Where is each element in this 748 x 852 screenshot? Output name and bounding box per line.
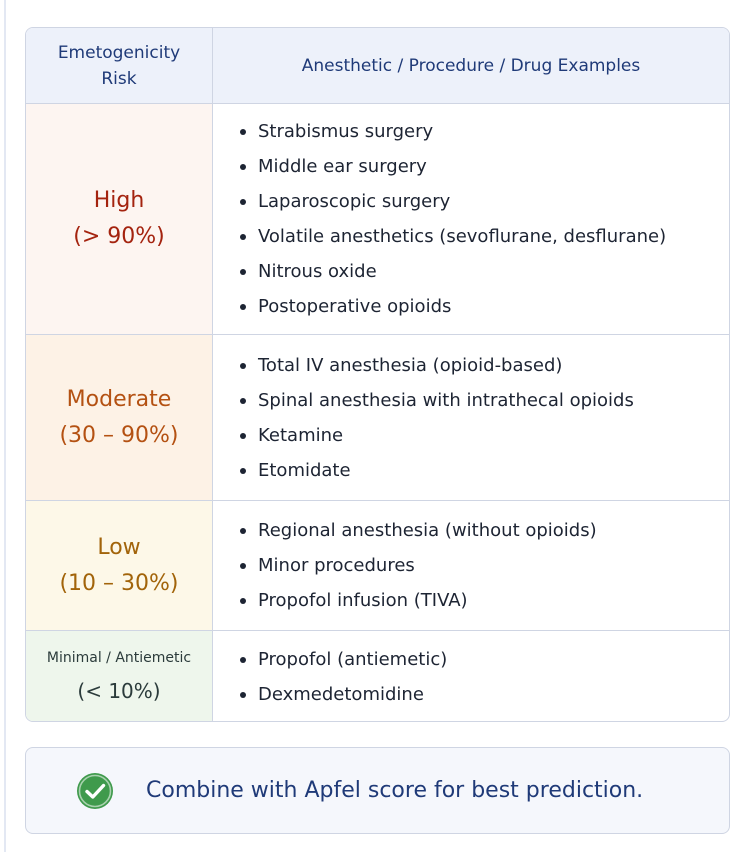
risk-cell-moderate bbox=[26, 335, 213, 500]
risk-cell-minimal bbox=[26, 631, 213, 722]
example-item: Etomidate bbox=[237, 453, 729, 488]
table-row-minimal bbox=[26, 631, 729, 722]
example-item: Volatile anesthetics (sevoflurane, desflurane) bbox=[237, 219, 729, 254]
risk-cell-low bbox=[26, 501, 213, 630]
examples-column-header-label: Anesthetic / Procedure / Drug Examples bbox=[301, 55, 641, 76]
examples-list-low bbox=[237, 513, 729, 618]
example-item: Ketamine bbox=[237, 418, 729, 453]
example-item: Propofol (antiemetic) bbox=[237, 642, 729, 677]
examples-cell-moderate bbox=[213, 335, 729, 500]
risk-range-low: (10 – 30%) bbox=[59, 570, 179, 596]
examples-list-high bbox=[237, 114, 729, 324]
examples-cell-high bbox=[213, 104, 729, 334]
risk-column-header-label: Emetogenicity Risk bbox=[57, 42, 181, 89]
example-item: Total IV anesthesia (opioid-based) bbox=[237, 348, 729, 383]
table-row-low bbox=[26, 501, 729, 631]
check-circle-icon bbox=[76, 772, 114, 810]
examples-cell-low bbox=[213, 501, 729, 630]
risk-cell-high bbox=[26, 104, 213, 334]
risk-column-header bbox=[26, 28, 213, 103]
examples-list-moderate bbox=[237, 348, 729, 488]
example-item: Middle ear surgery bbox=[237, 149, 729, 184]
risk-range-minimal: (< 10%) bbox=[77, 679, 161, 703]
risk-level-moderate: Moderate bbox=[66, 386, 172, 412]
examples-list-minimal bbox=[237, 642, 729, 712]
example-item: Minor procedures bbox=[237, 548, 729, 583]
example-item: Dexmedetomidine bbox=[237, 677, 729, 712]
risk-range-high: (> 90%) bbox=[73, 224, 165, 249]
left-divider bbox=[4, 0, 6, 852]
examples-column-header bbox=[213, 28, 729, 103]
example-item: Regional anesthesia (without opioids) bbox=[237, 513, 729, 548]
tip-text: Combine with Apfel score for best prediction. bbox=[146, 778, 644, 803]
risk-level-minimal: Minimal / Antiemetic bbox=[46, 650, 192, 666]
example-item: Nitrous oxide bbox=[237, 254, 729, 289]
table-header-row bbox=[26, 28, 729, 104]
risk-range-moderate: (30 – 90%) bbox=[59, 422, 179, 448]
example-item: Spinal anesthesia with intrathecal opioids bbox=[237, 383, 729, 418]
risk-level-low: Low bbox=[97, 534, 141, 560]
examples-cell-minimal bbox=[213, 631, 729, 722]
example-item: Laparoscopic surgery bbox=[237, 184, 729, 219]
example-item: Propofol infusion (TIVA) bbox=[237, 583, 729, 618]
table-row-high bbox=[26, 104, 729, 335]
emetogenicity-table bbox=[25, 27, 730, 722]
risk-level-high: High bbox=[93, 188, 145, 213]
example-item: Strabismus surgery bbox=[237, 114, 729, 149]
table-row-moderate bbox=[26, 335, 729, 501]
tip-callout bbox=[25, 747, 730, 834]
example-item: Postoperative opioids bbox=[237, 289, 729, 324]
